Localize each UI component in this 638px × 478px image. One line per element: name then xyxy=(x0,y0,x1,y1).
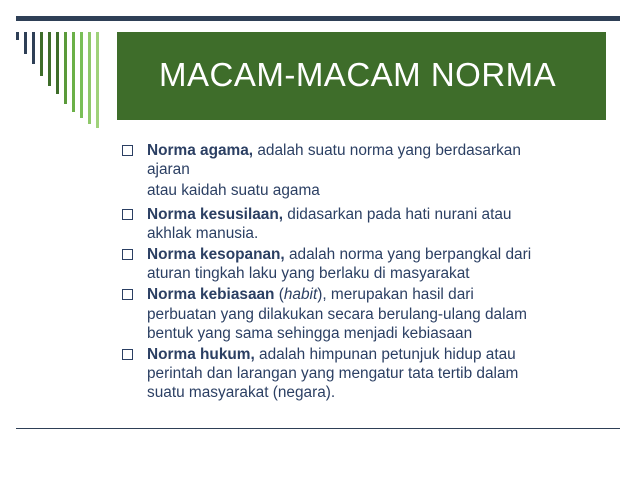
item-term: Norma kebiasaan xyxy=(147,286,275,304)
decorative-bar xyxy=(32,32,35,64)
item-line: perintah dan larangan yang mengatur tata tertib dalam xyxy=(147,365,519,383)
item-line: ajaran xyxy=(147,161,190,179)
decorative-bar xyxy=(40,32,43,76)
item-term: Norma agama, xyxy=(147,142,254,159)
decorative-bars xyxy=(16,32,106,128)
item-line: suatu masyarakat (negara). xyxy=(147,384,336,402)
item-text: adalah suatu norma yang berdasarkan xyxy=(253,142,521,159)
item-text: didasarkan pada hati nurani atau xyxy=(283,205,512,223)
item-text: adalah himpunan petunjuk hidup atau xyxy=(254,346,516,364)
hollow-square-bullet-icon xyxy=(122,249,133,260)
item-italic-text: habit xyxy=(283,286,318,304)
decorative-bar xyxy=(48,32,51,86)
item-text: ( xyxy=(274,286,284,304)
decorative-bar xyxy=(88,32,91,124)
decorative-bar xyxy=(24,32,27,54)
item-line xyxy=(147,141,600,160)
hollow-square-bullet-icon xyxy=(122,289,133,300)
item-text: adalah norma yang berpangkal dari xyxy=(284,246,532,264)
item-line: perbuatan yang dilakukan secara berulang-ulang dalam xyxy=(147,305,527,323)
title-banner xyxy=(117,32,606,120)
item-line: bentuk yang sama sehingga menjadi kebiasaan xyxy=(147,324,473,342)
list-item xyxy=(120,205,600,243)
decorative-bar xyxy=(80,32,83,118)
decorative-bar xyxy=(16,32,19,40)
item-line xyxy=(147,285,600,304)
item-continuation: atau kaidah suatu agama xyxy=(147,182,320,200)
top-rule xyxy=(16,16,620,21)
item-line xyxy=(147,345,600,364)
decorative-bar xyxy=(96,32,99,128)
list-item xyxy=(120,141,600,179)
decorative-bar xyxy=(72,32,75,112)
item-term: Norma kesusilaan, xyxy=(147,205,284,223)
item-text: ), merupakan hasil dari xyxy=(317,286,474,304)
list-item xyxy=(120,245,600,283)
hollow-square-bullet-icon xyxy=(122,209,133,220)
list-item xyxy=(120,345,600,403)
list-item xyxy=(120,285,600,343)
item-term: Norma hukum, xyxy=(147,346,255,364)
decorative-bar xyxy=(64,32,67,104)
slide-content xyxy=(120,141,600,405)
item-line xyxy=(147,205,600,224)
item-line: akhlak manusia. xyxy=(147,224,259,242)
slide-title: MACAM-MACAM NORMA xyxy=(159,56,557,93)
item-term: Norma kesopanan, xyxy=(147,246,285,264)
bottom-rule xyxy=(16,428,620,429)
hollow-square-bullet-icon xyxy=(122,349,133,360)
hollow-square-bullet-icon xyxy=(122,145,133,156)
item-line: aturan tingkah laku yang berlaku di masyarakat xyxy=(147,265,470,283)
decorative-bar xyxy=(56,32,59,94)
item-line xyxy=(147,245,600,264)
